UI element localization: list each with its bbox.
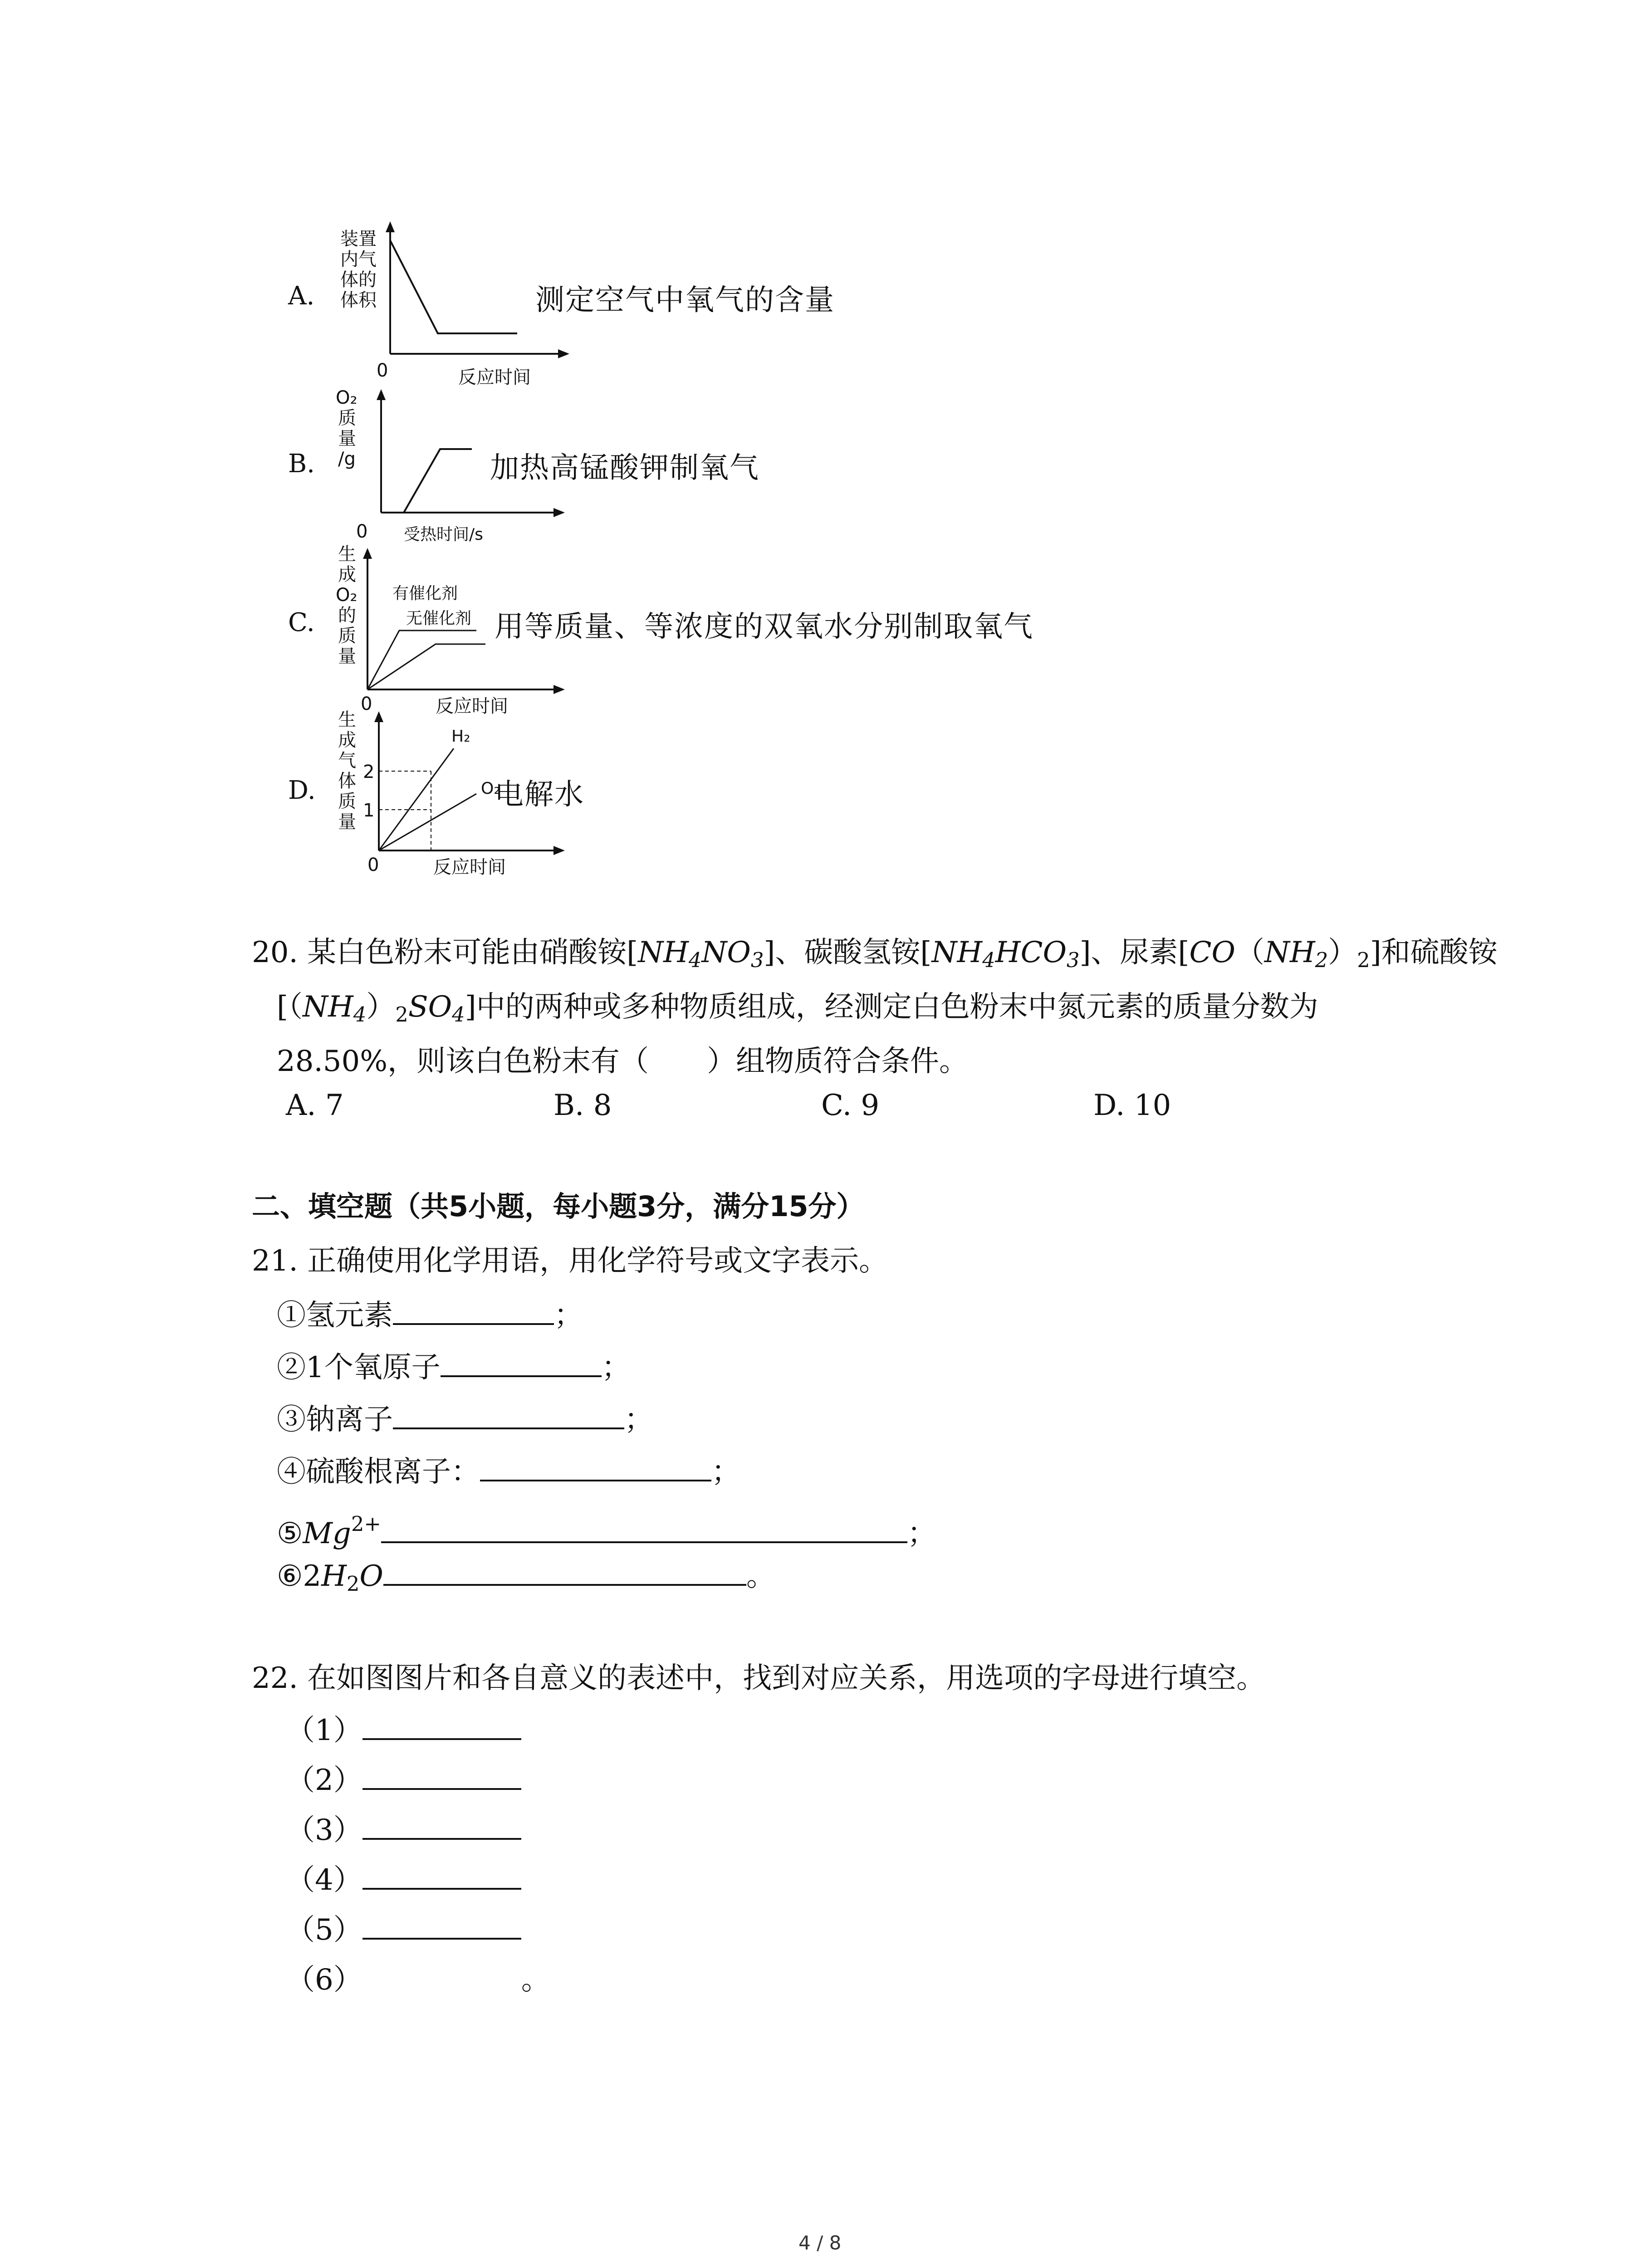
chart-d-tick-2: 2 xyxy=(363,762,375,782)
chart-c-ylabel-5: 量 xyxy=(338,646,356,667)
chart-c-ylabel-4: 质 xyxy=(338,626,356,646)
chart-b-origin: 0 xyxy=(356,521,368,542)
option-letter: D. xyxy=(288,776,316,805)
chart-c-ylabel-0: 生 xyxy=(338,544,356,565)
choice-a[interactable]: A. 7 xyxy=(286,1089,344,1122)
option-desc: 电解水 xyxy=(495,778,584,811)
choice-c[interactable]: C. 9 xyxy=(821,1089,880,1122)
option-letter: A. xyxy=(288,281,315,311)
chart-c-ylabel-2: O₂ xyxy=(336,585,358,606)
option-desc: 加热高锰酸钾制氧气 xyxy=(490,451,759,485)
chart-d-xlabel: 反应时间 xyxy=(433,857,506,878)
answer-blank[interactable] xyxy=(362,1813,521,1840)
chart-a-y-arrow xyxy=(386,221,395,232)
q21-item-3: ③钠离子 ； xyxy=(277,1403,653,1437)
chart-d-ylabel-1: 成 xyxy=(338,730,356,751)
section-title: 二、填空题（共5小题，每小题3分，满分15分） xyxy=(252,1190,865,1223)
chart-c-line-label-0: 有催化剂 xyxy=(392,584,458,603)
answer-blank[interactable] xyxy=(383,1559,746,1586)
q22-item-5: （5） xyxy=(286,1903,521,1957)
q19-option-a xyxy=(281,218,962,390)
page-number: 4 / 8 xyxy=(798,2232,842,2254)
chart-d-line-h2 xyxy=(379,748,454,850)
chart-d-ylabel-3: 体 xyxy=(338,771,356,792)
chart-d-ylabel-4: 质 xyxy=(338,791,356,812)
answer-blank[interactable] xyxy=(362,1862,521,1890)
question-number: 20. xyxy=(252,936,298,969)
q22-item-6: （6） 。 xyxy=(286,1963,550,1997)
q21-item-2: ②1个氧原子 ； xyxy=(277,1351,631,1384)
chart-c-line-label-1: 无催化剂 xyxy=(406,609,472,628)
answer-blank[interactable] xyxy=(480,1454,711,1481)
q21-item-6: $⑥2H_2O$ 。 xyxy=(277,1559,775,1596)
answer-blank[interactable] xyxy=(362,1912,521,1940)
q19-option-b xyxy=(281,386,962,558)
answer-blank[interactable] xyxy=(393,1402,624,1429)
chart-b-xlabel: 受热时间/s xyxy=(404,525,483,544)
chart-b-ylabel-1: 质 xyxy=(338,408,356,429)
choice-b[interactable]: B. 8 xyxy=(554,1089,612,1122)
answer-blank[interactable] xyxy=(381,1516,907,1543)
chart-a-xlabel: 反应时间 xyxy=(458,367,531,388)
q22-item-4: （4） xyxy=(286,1853,521,1907)
q22-stem: 22. 在如图图片和各自意义的表述中，找到对应关系，用选项的字母进行填空。 xyxy=(252,1662,1266,1695)
question-number: 21. xyxy=(252,1244,298,1278)
chart-d-line-label-o2: O₂ xyxy=(481,779,500,798)
choice-d[interactable]: D. 10 xyxy=(1093,1089,1171,1122)
q22-item-1: （1） xyxy=(286,1703,521,1758)
q21-item-1: ①氢元素 ； xyxy=(277,1299,583,1332)
chart-c-origin: 0 xyxy=(361,694,372,714)
q21-item-5: $⑤Mg^{2+}$ ； xyxy=(277,1512,936,1550)
chart-d-ylabel-0: 生 xyxy=(338,709,356,730)
option-desc: 用等质量、等浓度的双氧水分别制取氧气 xyxy=(495,610,1034,644)
chart-a-x-arrow xyxy=(558,349,569,358)
chart-a-ylabel-1: 内气 xyxy=(340,249,377,270)
answer-blank[interactable] xyxy=(362,1763,521,1790)
chart-c-y-arrow xyxy=(363,548,372,559)
chart-d-tick-1: 1 xyxy=(363,800,375,821)
option-letter: C. xyxy=(288,608,315,637)
chart-b-line xyxy=(404,449,472,513)
q19-option-c xyxy=(281,544,1189,726)
chart-a-line xyxy=(390,240,517,333)
question-number: 22. xyxy=(252,1662,298,1695)
answer-blank[interactable] xyxy=(393,1298,554,1325)
chart-a-ylabel-0: 装置 xyxy=(340,229,377,249)
chart-c-line-no-catalyst xyxy=(367,644,485,689)
q19-option-d xyxy=(281,708,962,889)
chart-b-ylabel-0: O₂ xyxy=(336,387,358,408)
chart-b-y-arrow xyxy=(377,389,386,400)
chart-c-xlabel: 反应时间 xyxy=(436,696,508,717)
option-letter: B. xyxy=(288,449,315,479)
chart-a-ylabel-2: 体的 xyxy=(340,269,377,290)
chart-c-ylabel-1: 成 xyxy=(338,564,356,585)
chart-d-ylabel-5: 量 xyxy=(338,811,356,832)
chart-b-ylabel-3: /g xyxy=(338,449,356,469)
chart-d-x-arrow xyxy=(554,846,565,855)
q21-stem: 21. 正确使用化学用语，用化学符号或文字表示。 xyxy=(252,1244,888,1278)
q22-item-3: （3） xyxy=(286,1803,521,1857)
chart-d-ylabel-2: 气 xyxy=(338,750,356,771)
chart-d-line-label-h2: H₂ xyxy=(451,727,470,746)
q20-line-3: 28.50%，则该白色粉末有（ ）组物质符合条件。 xyxy=(277,1045,969,1078)
chart-c-line-catalyst xyxy=(367,631,476,689)
option-desc: 测定空气中氧气的含量 xyxy=(535,284,835,317)
chart-a-origin: 0 xyxy=(377,360,388,381)
chart-d-line-o2 xyxy=(379,794,476,850)
chart-c-ylabel-3: 的 xyxy=(338,605,356,626)
chart-c-x-arrow xyxy=(554,685,565,694)
chart-a-ylabel-3: 体积 xyxy=(340,290,377,311)
q22-item-2: （2） xyxy=(286,1753,521,1808)
chart-b-x-arrow xyxy=(554,508,565,517)
q21-item-4: ④硫酸根离子： ； xyxy=(277,1455,740,1489)
answer-blank[interactable] xyxy=(362,1713,521,1740)
answer-blank[interactable] xyxy=(441,1350,602,1377)
chart-d-y-arrow xyxy=(374,711,383,722)
q20-line-1: 20. 某白色粉末可能由硝酸铵$[NH_4NO_3]$、碳酸氢铵$[NH_4HCO_3]$、尿素$[CO(NH_2)_2]$和硫酸铵 xyxy=(252,936,1498,973)
q20-line-2: $[(NH_4)_2SO_4]$中的两种或多种物质组成，经测定白色粉末中氮元素的质量分数为 xyxy=(277,990,1318,1027)
chart-d-origin: 0 xyxy=(367,855,379,875)
chart-b-ylabel-2: 量 xyxy=(338,428,356,449)
